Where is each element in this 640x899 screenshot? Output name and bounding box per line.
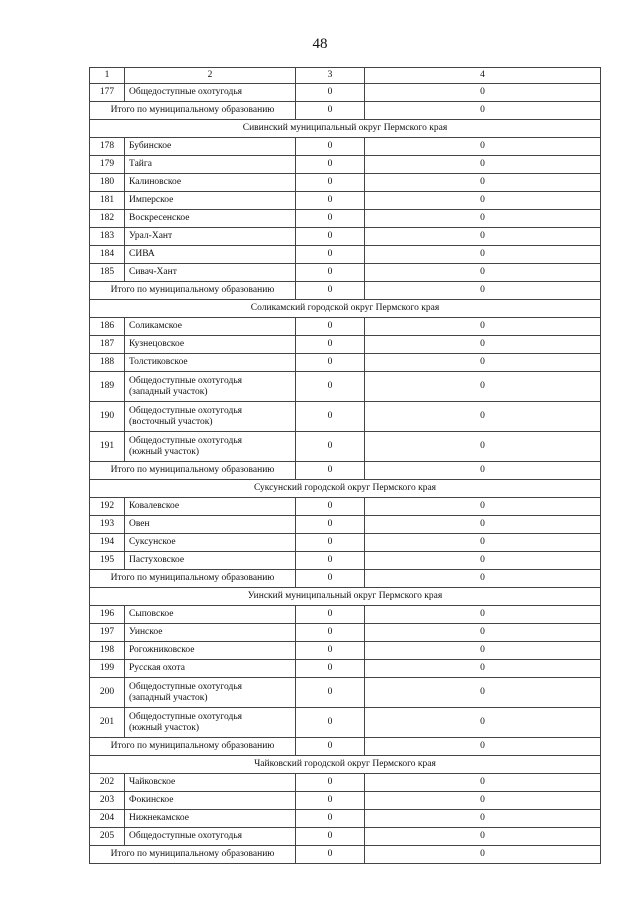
row-number: 183: [90, 228, 125, 246]
header-col-4: 4: [365, 68, 601, 84]
table-row: [90, 318, 601, 336]
row-number: 187: [90, 336, 125, 354]
total-label: Итого по муниципальному образованию: [90, 282, 296, 300]
cell-col-3: 0: [296, 552, 365, 570]
row-name-line-2: (западный участок): [129, 692, 208, 703]
row-name: Суксунское: [125, 534, 296, 552]
total-label: Итого по муниципальному образованию: [90, 570, 296, 588]
total-row: [90, 738, 601, 756]
cell-col-4: 0: [365, 282, 601, 300]
total-label: Итого по муниципальному образованию: [90, 738, 296, 756]
cell-col-3: 0: [296, 738, 365, 756]
row-number: 191: [90, 432, 125, 462]
cell-col-3: 0: [296, 498, 365, 516]
table-row: [90, 156, 601, 174]
table-header-row: [90, 68, 601, 84]
cell-col-4: 0: [365, 498, 601, 516]
table-row: [90, 228, 601, 246]
table-body: [90, 68, 601, 864]
row-name: Толстиковское: [125, 354, 296, 372]
row-number: 201: [90, 708, 125, 738]
row-name: Сивач-Хант: [125, 264, 296, 282]
section-title: Суксунский городской округ Пермского края: [90, 480, 601, 498]
table-row: [90, 534, 601, 552]
cell-col-3: 0: [296, 402, 365, 432]
page-number: 48: [312, 36, 328, 52]
cell-col-4: 0: [365, 570, 601, 588]
cell-col-4: 0: [365, 372, 601, 402]
cell-col-3: 0: [296, 84, 365, 102]
row-number: 199: [90, 660, 125, 678]
table-row: [90, 264, 601, 282]
table-row: [90, 774, 601, 792]
cell-col-3: 0: [296, 174, 365, 192]
cell-col-3: 0: [296, 678, 365, 708]
cell-col-4: 0: [365, 432, 601, 462]
total-label: Итого по муниципальному образованию: [90, 462, 296, 480]
total-row: [90, 102, 601, 120]
row-number: 188: [90, 354, 125, 372]
cell-col-3: 0: [296, 708, 365, 738]
table-row: [90, 84, 601, 102]
row-number: 193: [90, 516, 125, 534]
row-number: 197: [90, 624, 125, 642]
row-name: Кузнецовское: [125, 336, 296, 354]
total-row: [90, 462, 601, 480]
cell-col-4: 0: [365, 606, 601, 624]
row-name-line-2: (восточный участок): [129, 416, 213, 427]
cell-col-3: 0: [296, 462, 365, 480]
row-name: Общедоступные охотугодья: [125, 84, 296, 102]
row-number: 204: [90, 810, 125, 828]
cell-col-4: 0: [365, 738, 601, 756]
row-name: СИВА: [125, 246, 296, 264]
table-row: [90, 642, 601, 660]
section-header-row: [90, 120, 601, 138]
table-row: [90, 708, 601, 738]
cell-col-3: 0: [296, 336, 365, 354]
section-header-row: [90, 756, 601, 774]
table-row: [90, 828, 601, 846]
table-row: [90, 552, 601, 570]
row-number: 185: [90, 264, 125, 282]
table-row: [90, 336, 601, 354]
cell-col-3: 0: [296, 570, 365, 588]
row-name: Соликамское: [125, 318, 296, 336]
section-title: Уинский муниципальный округ Пермского края: [90, 588, 601, 606]
hunting-grounds-table: [89, 67, 601, 864]
cell-col-4: 0: [365, 828, 601, 846]
cell-col-3: 0: [296, 210, 365, 228]
cell-col-3: 0: [296, 774, 365, 792]
row-name-line-1: Общедоступные охотугодья: [129, 681, 243, 692]
cell-col-4: 0: [365, 660, 601, 678]
cell-col-4: 0: [365, 354, 601, 372]
cell-col-4: 0: [365, 138, 601, 156]
cell-col-4: 0: [365, 264, 601, 282]
table-row: [90, 792, 601, 810]
table-row: [90, 810, 601, 828]
cell-col-3: 0: [296, 642, 365, 660]
total-label: Итого по муниципальному образованию: [90, 102, 296, 120]
cell-col-4: 0: [365, 552, 601, 570]
cell-col-4: 0: [365, 402, 601, 432]
cell-col-4: 0: [365, 192, 601, 210]
cell-col-4: 0: [365, 318, 601, 336]
cell-col-4: 0: [365, 462, 601, 480]
total-row: [90, 282, 601, 300]
cell-col-3: 0: [296, 792, 365, 810]
row-name: Овен: [125, 516, 296, 534]
row-name: [125, 432, 296, 462]
row-name: [125, 402, 296, 432]
cell-col-4: 0: [365, 642, 601, 660]
cell-col-4: 0: [365, 228, 601, 246]
row-name: Ковалевское: [125, 498, 296, 516]
cell-col-3: 0: [296, 606, 365, 624]
row-name: Уинское: [125, 624, 296, 642]
cell-col-4: 0: [365, 246, 601, 264]
table-row: [90, 138, 601, 156]
row-number: 195: [90, 552, 125, 570]
cell-col-3: 0: [296, 660, 365, 678]
row-name: Общедоступные охотугодья: [125, 828, 296, 846]
cell-col-3: 0: [296, 156, 365, 174]
row-name-line-1: Общедоступные охотугодья: [129, 375, 243, 386]
header-col-3: 3: [296, 68, 365, 84]
table-row: [90, 210, 601, 228]
total-label: Итого по муниципальному образованию: [90, 846, 296, 864]
cell-col-4: 0: [365, 516, 601, 534]
cell-col-3: 0: [296, 624, 365, 642]
table-row: [90, 192, 601, 210]
table-row: [90, 498, 601, 516]
cell-col-4: 0: [365, 624, 601, 642]
row-number: 182: [90, 210, 125, 228]
table-row: [90, 174, 601, 192]
table-row: [90, 678, 601, 708]
row-name-line-1: Общедоступные охотугодья: [129, 711, 243, 722]
row-number: 189: [90, 372, 125, 402]
cell-col-4: 0: [365, 210, 601, 228]
table-row: [90, 606, 601, 624]
row-name: Имперское: [125, 192, 296, 210]
cell-col-4: 0: [365, 84, 601, 102]
cell-col-4: 0: [365, 846, 601, 864]
row-number: 205: [90, 828, 125, 846]
table-row: [90, 624, 601, 642]
row-name: Сыповское: [125, 606, 296, 624]
cell-col-4: 0: [365, 708, 601, 738]
cell-col-3: 0: [296, 228, 365, 246]
row-name: Бубинское: [125, 138, 296, 156]
row-name: Фокинское: [125, 792, 296, 810]
table-row: [90, 246, 601, 264]
row-name: Воскресенское: [125, 210, 296, 228]
row-name-line-1: Общедоступные охотугодья: [129, 405, 243, 416]
row-number: 192: [90, 498, 125, 516]
header-col-2: 2: [125, 68, 296, 84]
cell-col-3: 0: [296, 432, 365, 462]
row-number: 196: [90, 606, 125, 624]
section-header-row: [90, 300, 601, 318]
section-header-row: [90, 480, 601, 498]
row-name: Урал-Хант: [125, 228, 296, 246]
row-number: 198: [90, 642, 125, 660]
cell-col-4: 0: [365, 678, 601, 708]
cell-col-3: 0: [296, 282, 365, 300]
cell-col-3: 0: [296, 102, 365, 120]
section-header-row: [90, 588, 601, 606]
cell-col-3: 0: [296, 318, 365, 336]
row-name: [125, 708, 296, 738]
total-row: [90, 846, 601, 864]
row-name: Русская охота: [125, 660, 296, 678]
cell-col-3: 0: [296, 246, 365, 264]
row-name-line-2: (южный участок): [129, 722, 200, 733]
row-name: Чайковское: [125, 774, 296, 792]
header-col-1: 1: [90, 68, 125, 84]
row-number: 178: [90, 138, 125, 156]
row-number: 194: [90, 534, 125, 552]
cell-col-3: 0: [296, 828, 365, 846]
section-title: Чайковский городской округ Пермского края: [90, 756, 601, 774]
row-name: Нижнекамское: [125, 810, 296, 828]
section-title: Соликамский городской округ Пермского края: [90, 300, 601, 318]
row-name: [125, 372, 296, 402]
cell-col-4: 0: [365, 774, 601, 792]
cell-col-4: 0: [365, 534, 601, 552]
row-number: 202: [90, 774, 125, 792]
table-row: [90, 516, 601, 534]
cell-col-3: 0: [296, 264, 365, 282]
row-number: 177: [90, 84, 125, 102]
row-number: 181: [90, 192, 125, 210]
row-number: 186: [90, 318, 125, 336]
row-name: Пастуховское: [125, 552, 296, 570]
row-name-line-1: Общедоступные охотугодья: [129, 435, 243, 446]
cell-col-4: 0: [365, 174, 601, 192]
cell-col-3: 0: [296, 516, 365, 534]
row-name-line-2: (южный участок): [129, 446, 200, 457]
row-number: 203: [90, 792, 125, 810]
cell-col-4: 0: [365, 102, 601, 120]
table-row: [90, 660, 601, 678]
cell-col-4: 0: [365, 810, 601, 828]
row-number: 179: [90, 156, 125, 174]
table-row: [90, 402, 601, 432]
cell-col-4: 0: [365, 156, 601, 174]
cell-col-3: 0: [296, 138, 365, 156]
cell-col-3: 0: [296, 534, 365, 552]
cell-col-3: 0: [296, 372, 365, 402]
table-row: [90, 354, 601, 372]
row-name-line-2: (западный участок): [129, 386, 208, 397]
row-number: 200: [90, 678, 125, 708]
cell-col-3: 0: [296, 810, 365, 828]
row-name: Тайга: [125, 156, 296, 174]
row-name: Рогожниковское: [125, 642, 296, 660]
row-name: [125, 678, 296, 708]
row-number: 184: [90, 246, 125, 264]
row-number: 190: [90, 402, 125, 432]
table-row: [90, 432, 601, 462]
section-title: Сивинский муниципальный округ Пермского края: [90, 120, 601, 138]
total-row: [90, 570, 601, 588]
cell-col-3: 0: [296, 192, 365, 210]
table-row: [90, 372, 601, 402]
row-name: Калиновское: [125, 174, 296, 192]
cell-col-3: 0: [296, 354, 365, 372]
cell-col-3: 0: [296, 846, 365, 864]
cell-col-4: 0: [365, 336, 601, 354]
row-number: 180: [90, 174, 125, 192]
cell-col-4: 0: [365, 792, 601, 810]
